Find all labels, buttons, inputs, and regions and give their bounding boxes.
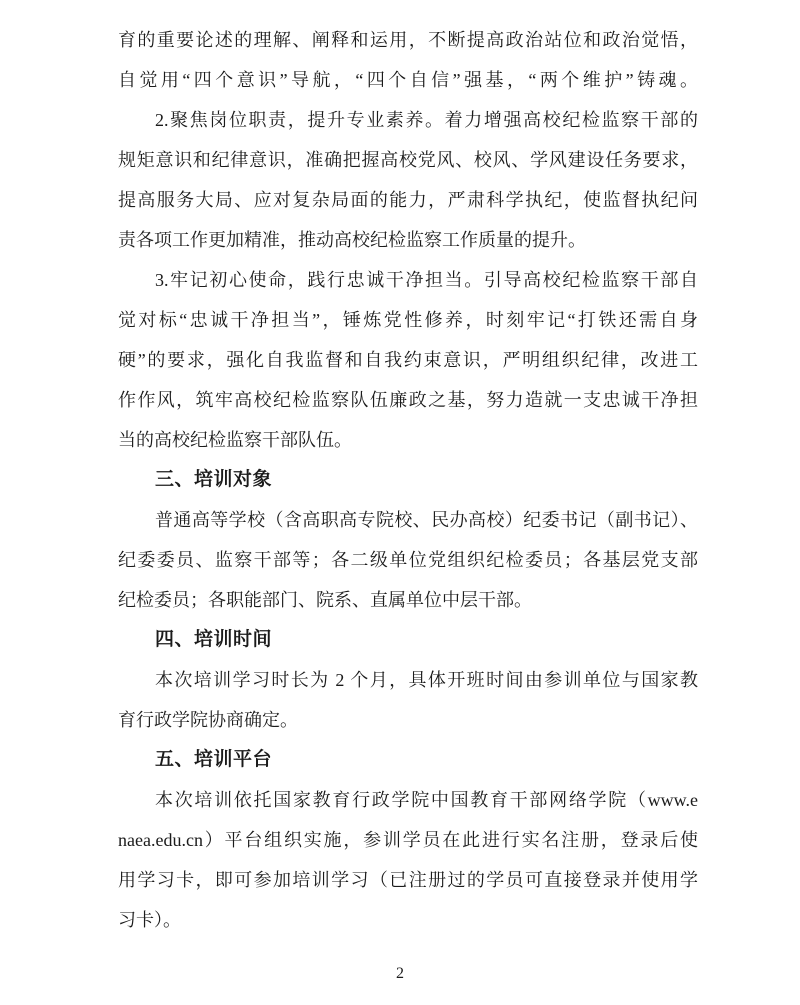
text-line: 纪委委员、监察干部等；各二级单位党组织纪检委员；各基层党支部 xyxy=(118,550,698,570)
document-content xyxy=(118,20,698,940)
section-heading: 三、培训对象 xyxy=(155,469,273,490)
text-line: 提高服务大局、应对复杂局面的能力，严肃科学执纪，使监督执纪问 xyxy=(118,190,698,210)
text-line: 本次培训学习时长为 2 个月，具体开班时间由参训单位与国家教 xyxy=(155,670,698,690)
text-line: naea.edu.cn）平台组织实施，参训学员在此进行实名注册，登录后使 xyxy=(118,830,698,850)
text-line: 2.聚焦岗位职责，提升专业素养。着力增强高校纪检监察干部的 xyxy=(155,110,698,130)
text-line: 硬”的要求，强化自我监督和自我约束意识，严明组织纪律，改进工 xyxy=(118,350,698,370)
text-line: 普通高等学校（含高职高专院校、民办高校）纪委书记（副书记）、 xyxy=(155,510,698,530)
text-line: 自觉用“四个意识”导航，“四个自信”强基，“两个维护”铸魂。 xyxy=(118,70,698,90)
text-line: 育行政学院协商确定。 xyxy=(118,710,298,730)
text-line: 当的高校纪检监察干部队伍。 xyxy=(118,430,352,450)
text-line: 用学习卡，即可参加培训学习（已注册过的学员可直接登录并使用学 xyxy=(118,870,698,890)
text-line: 3.牢记初心使命，践行忠诚干净担当。引导高校纪检监察干部自 xyxy=(155,270,698,290)
text-line: 规矩意识和纪律意识，准确把握高校党风、校风、学风建设任务要求， xyxy=(118,150,698,170)
text-line: 觉对标“忠诚干净担当”，锤炼党性修养，时刻牢记“打铁还需自身 xyxy=(118,310,698,330)
text-line: 本次培训依托国家教育行政学院中国教育干部网络学院（www.e xyxy=(155,790,698,810)
section-heading: 五、培训平台 xyxy=(155,749,273,770)
text-line: 育的重要论述的理解、阐释和运用，不断提高政治站位和政治觉悟， xyxy=(118,30,698,50)
text-line: 习卡）。 xyxy=(118,910,181,930)
text-line: 作作风，筑牢高校纪检监察队伍廉政之基，努力造就一支忠诚干净担 xyxy=(118,390,698,410)
page-number: 2 xyxy=(396,965,404,982)
section-heading: 四、培训时间 xyxy=(155,629,273,650)
text-line: 责各项工作更加精准，推动高校纪检监察工作质量的提升。 xyxy=(118,230,586,250)
text-line: 纪检委员；各职能部门、院系、直属单位中层干部。 xyxy=(118,590,532,610)
